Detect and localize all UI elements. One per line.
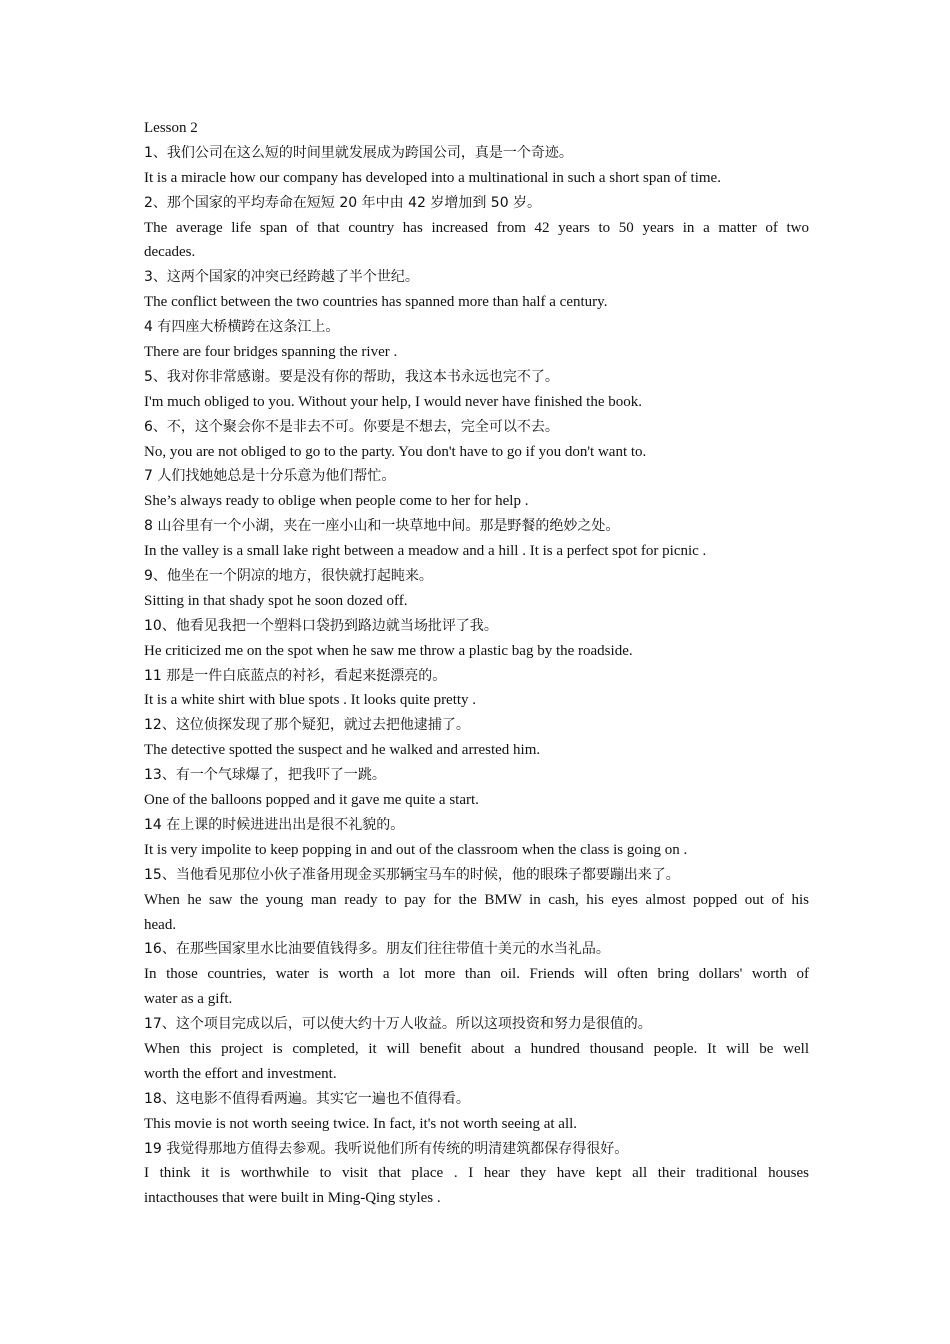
english-translation-line: worth the effort and investment. <box>144 1065 337 1082</box>
chinese-sentence-line: 7 人们找她她总是十分乐意为他们帮忙。 <box>144 468 396 485</box>
english-translation-line: When he saw the young man ready to pay for the BMW in cash, his eyes almost popped out of his <box>144 891 809 908</box>
chinese-sentence-line: 1、我们公司在这么短的时间里就发展成为跨国公司，真是一个奇迹。 <box>144 144 573 161</box>
chinese-sentence-line: 9、他坐在一个阴凉的地方，很快就打起盹来。 <box>144 568 433 585</box>
english-translation-line: There are four bridges spanning the river . <box>144 344 398 361</box>
english-translation-line: water as a gift. <box>144 991 233 1008</box>
english-translation-line: This movie is not worth seeing twice. In fact, it's not worth seeing at all. <box>144 1115 578 1132</box>
english-translation-line: I'm much obliged to you. Without your help, I would never have finished the book. <box>144 393 642 410</box>
english-translation-line: She’s always ready to oblige when people come to her for help . <box>144 493 529 510</box>
english-translation-line: When this project is completed, it will benefit about a hundred thousand people. It will be well <box>144 1040 809 1057</box>
chinese-sentence-line: 16、在那些国家里水比油要值钱得多。朋友们往往带值十美元的水当礼品。 <box>144 941 610 958</box>
chinese-sentence-line: 13、有一个气球爆了，把我吓了一跳。 <box>144 767 386 784</box>
english-translation-line: It is very impolite to keep popping in and out of the classroom when the class is going on . <box>144 841 688 858</box>
english-translation-line: The detective spotted the suspect and he walked and arrested him. <box>144 742 541 759</box>
english-translation-line: It is a white shirt with blue spots . It looks quite pretty . <box>144 692 477 709</box>
chinese-sentence-line: 19 我觉得那地方值得去参观。我听说他们所有传统的明清建筑都保存得很好。 <box>144 1140 629 1157</box>
english-translation-line: It is a miracle how our company has developed into a multinational in such a short span of time. <box>144 169 721 186</box>
english-translation-line: head. <box>144 916 177 933</box>
chinese-sentence-line: 15、当他看见那位小伙子准备用现金买那辆宝马车的时候，他的眼珠子都要蹦出来了。 <box>144 866 680 883</box>
english-translation-line: I think it is worthwhile to visit that place . I hear they have kept all their traditional houses <box>144 1165 809 1182</box>
chinese-sentence-line: 10、他看见我把一个塑料口袋扔到路边就当场批评了我。 <box>144 617 498 634</box>
english-translation-line: Sitting in that shady spot he soon dozed off. <box>144 592 408 609</box>
chinese-sentence-line: 6、不，这个聚会你不是非去不可。你要是不想去，完全可以不去。 <box>144 418 559 435</box>
chinese-sentence-line: 14 在上课的时候进进出出是很不礼貌的。 <box>144 816 405 833</box>
chinese-sentence-line: 11 那是一件白底蓝点的衬衫，看起来挺漂亮的。 <box>144 667 447 684</box>
chinese-sentence-line: 8 山谷里有一个小湖，夹在一座小山和一块草地中间。那是野餐的绝妙之处。 <box>144 518 620 535</box>
document-page <box>144 116 809 1211</box>
english-translation-line: One of the balloons popped and it gave me quite a start. <box>144 792 479 809</box>
english-translation-line: In those countries, water is worth a lot more than oil. Friends will often bring dollars' worth of <box>144 966 809 983</box>
english-translation-line: No, you are not obliged to go to the party. You don't have to go if you don't want to. <box>144 443 647 460</box>
chinese-sentence-line: 12、这位侦探发现了那个疑犯，就过去把他逮捕了。 <box>144 717 470 734</box>
lesson-title: Lesson 2 <box>144 120 198 136</box>
english-translation-line: The conflict between the two countries has spanned more than half a century. <box>144 294 608 311</box>
chinese-sentence-line: 4 有四座大桥横跨在这条江上。 <box>144 319 340 336</box>
chinese-sentence-line: 18、这电影不值得看两遍。其实它一遍也不值得看。 <box>144 1090 470 1107</box>
chinese-sentence-line: 3、这两个国家的冲突已经跨越了半个世纪。 <box>144 269 419 286</box>
chinese-sentence-line: 5、我对你非常感谢。要是没有你的帮助，我这本书永远也完不了。 <box>144 368 559 385</box>
english-translation-line: decades. <box>144 244 196 261</box>
english-translation-line: In the valley is a small lake right between a meadow and a hill . It is a perfect spot for picnic . <box>144 543 707 560</box>
english-translation-line: He criticized me on the spot when he saw me throw a plastic bag by the roadside. <box>144 642 633 659</box>
document-body <box>144 141 809 1211</box>
english-translation-line: The average life span of that country has increased from 42 years to 50 years in a matter of two <box>144 219 809 236</box>
english-translation-line: intacthouses that were built in Ming-Qing styles . <box>144 1190 441 1207</box>
chinese-sentence-line: 2、那个国家的平均寿命在短短 20 年中由 42 岁增加到 50 岁。 <box>144 194 542 211</box>
chinese-sentence-line: 17、这个项目完成以后，可以使大约十万人收益。所以这项投资和努力是很值的。 <box>144 1016 652 1033</box>
